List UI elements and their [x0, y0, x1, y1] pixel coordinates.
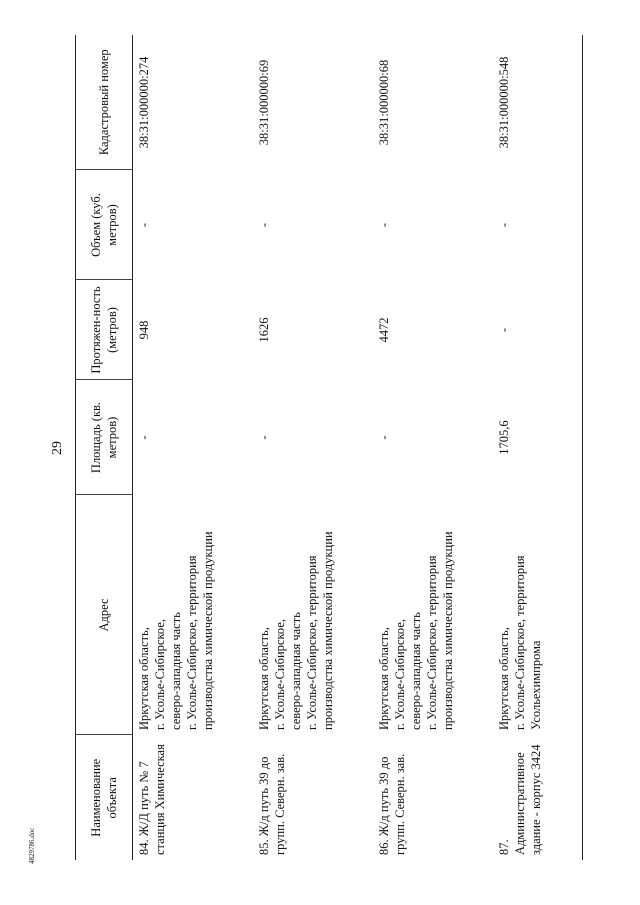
table-row [493, 35, 583, 860]
object-address [253, 495, 373, 735]
header-area: Площадь (кв. метров) [76, 380, 133, 495]
object-cadastral-number: 38:31:000000:548 [493, 35, 583, 170]
header-cadastral: Кадастровый номер [76, 35, 133, 170]
table-row [253, 35, 373, 860]
object-address [373, 495, 493, 735]
page-number: 29 [50, 441, 65, 455]
address-line: северо-западная часть [288, 612, 303, 730]
address-line: г. Усолье-Сибирское, [392, 619, 407, 730]
object-cadastral-number: 38:31:000000:68 [376, 59, 391, 146]
address-line: г. Усолье-Сибирское, территория Усольехимпрома [512, 555, 543, 730]
object-length: 1626 [256, 317, 271, 343]
address-line: Иркутская область, [496, 627, 511, 730]
object-volume: - [137, 222, 151, 228]
table-row [133, 35, 253, 860]
header-length: Протяжен-ность (метров) [76, 280, 133, 380]
object-length: 4472 [376, 317, 391, 343]
object-area: - [256, 435, 271, 440]
header-address: Адрес [76, 495, 133, 735]
object-volume: - [376, 222, 391, 228]
object-cadastral-number: 38:31:000000:69 [256, 59, 271, 146]
address-line: Иркутская область, [256, 627, 271, 730]
address-line: г. Усолье-Сибирское, [272, 619, 287, 730]
object-area: - [376, 435, 391, 440]
object-volume: - [493, 170, 583, 280]
table-header-row [76, 35, 133, 860]
object-address [133, 495, 253, 735]
rotated-table-container [75, 35, 597, 860]
address-line: Иркутская область, [137, 627, 151, 730]
object-name: 85. Ж/д путь 39 до групп. Северн. зав. [256, 753, 287, 855]
address-line: северо-западная часть [408, 612, 423, 730]
address-line: г. Усолье-Сибирское, территория производства химической продукции [424, 531, 455, 730]
address-line: Иркутская область, [376, 627, 391, 730]
file-name-footer: 4829786.doc [28, 827, 36, 864]
table-row [373, 35, 493, 860]
object-name: 84. Ж/Д путь № 7 станция Химическая [137, 744, 167, 855]
address-line: г. Усолье-Сибирское, [153, 619, 167, 730]
objects-table [75, 35, 583, 860]
object-length: 948 [137, 320, 151, 340]
object-address [493, 495, 583, 735]
object-cadastral-number: 38:31:000000:274 [137, 56, 151, 149]
object-length: - [493, 280, 583, 380]
address-line: г. Усолье-Сибирское, территория производства химической продукции [185, 531, 215, 730]
object-name: 87. Административное здание - корпус 3424 [493, 735, 583, 860]
address-line: г. Усолье-Сибирское, территория производства химической продукции [304, 531, 335, 730]
object-volume: - [256, 222, 271, 228]
header-volume: Объем (куб. метров) [76, 170, 133, 280]
object-area: 1705,6 [493, 380, 583, 495]
object-area: - [137, 435, 151, 440]
address-line: северо-западная часть [169, 612, 183, 730]
header-name: Наименование объекта [76, 735, 133, 860]
object-name: 86. Ж/д путь 39 до групп. Северн. зав. [376, 753, 407, 855]
